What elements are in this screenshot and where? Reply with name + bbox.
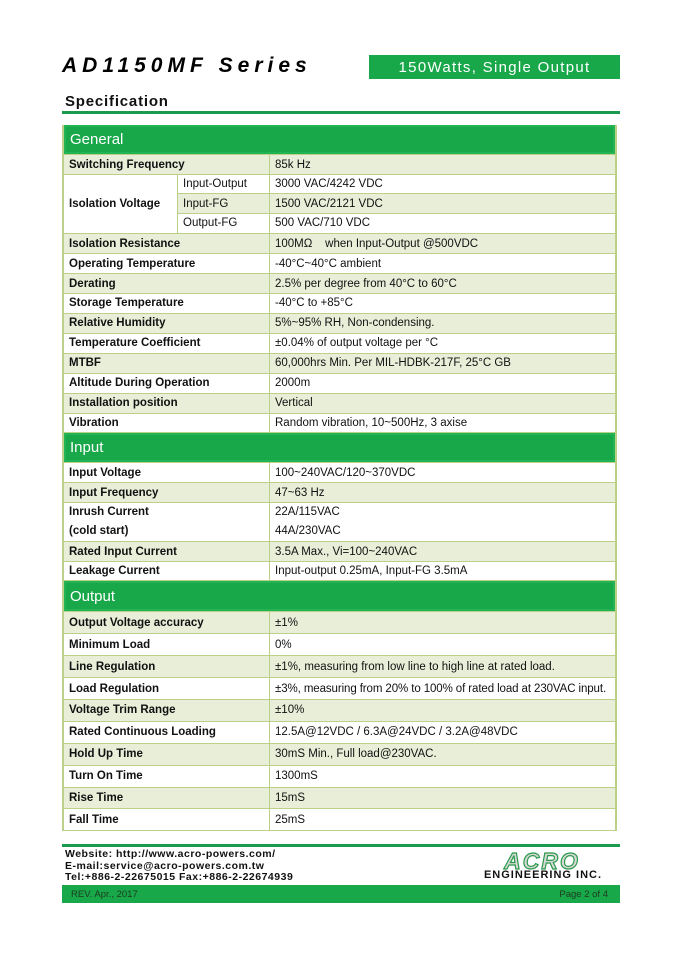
row-value: 60,000hrs Min. Per MIL-HDBK-217F, 25°C GB <box>275 357 511 369</box>
document-title: AD1150MF Series <box>62 54 312 77</box>
row-label: Rated Continuous Loading <box>64 722 270 743</box>
table-row <box>64 700 615 722</box>
table-row <box>64 612 615 634</box>
row-value: ±1%, measuring from low line to high line at rated load. <box>275 660 555 673</box>
row-label: Minimum Load <box>64 634 270 655</box>
row-label: Derating <box>64 274 270 293</box>
row-value: ±1% <box>275 616 298 629</box>
row-label: Input Frequency <box>64 483 270 502</box>
row-label-line2: (cold start) <box>69 525 129 537</box>
row-value: 100MΩ when Input-Output @500VDC <box>275 237 479 250</box>
row-value: Input-output 0.25mA, Input-FG 3.5mA <box>275 565 468 577</box>
table-subrow <box>178 175 615 194</box>
row-value: 100~240VAC/120~370VDC <box>275 466 416 479</box>
heading-divider <box>62 111 620 114</box>
footer-bar <box>62 885 620 903</box>
row-label: Line Regulation <box>64 656 270 677</box>
row-value: 85k Hz <box>275 158 311 171</box>
table-row <box>64 766 615 788</box>
row-value: 3.5A Max., Vi=100~240VAC <box>275 545 418 558</box>
row-label-line1: Inrush Current <box>69 505 149 518</box>
table-row <box>64 722 615 744</box>
row-label: Fall Time <box>64 809 270 830</box>
table-row <box>64 155 615 175</box>
row-value: Random vibration, 10~500Hz, 3 axise <box>275 416 468 429</box>
row-value: 1500 VAC/2121 VDC <box>275 197 383 210</box>
row-value-line1: 22A/115VAC <box>275 505 340 518</box>
row-label: Switching Frequency <box>64 155 270 174</box>
table-row <box>64 354 615 374</box>
contact-info <box>65 849 293 884</box>
email-link[interactable]: E-mail:service@acro-powers.com.tw <box>65 859 265 872</box>
row-label: Storage Temperature <box>64 294 270 313</box>
table-row <box>64 274 615 294</box>
row-label: Load Regulation <box>64 678 270 699</box>
row-value: 30mS Min., Full load@230VAC. <box>275 748 437 760</box>
row-value: -40°C to +85°C <box>275 297 353 310</box>
website-link[interactable]: Website: http://www.acro-powers.com/ <box>65 848 276 860</box>
table-row <box>64 483 615 503</box>
table-subrow <box>178 214 615 233</box>
table-row <box>64 542 615 562</box>
logo-subtitle: ENGINEERING INC. <box>483 869 603 881</box>
row-value: 12.5A@12VDC / 6.3A@24VDC / 3.2A@48VDC <box>275 726 518 738</box>
table-row <box>64 788 615 810</box>
table-row <box>64 503 615 542</box>
row-value: 47~63 Hz <box>275 486 325 499</box>
table-row <box>64 562 615 581</box>
table-row <box>64 294 615 314</box>
table-row <box>64 394 615 414</box>
row-label: Isolation Voltage <box>64 175 178 233</box>
row-label: Leakage Current <box>64 562 270 580</box>
row-value: 2.5% per degree from 40°C to 60°C <box>275 277 457 290</box>
row-value: ±3%, measuring from 20% to 100% of rated load at 230VAC input. <box>275 682 607 695</box>
row-label: Turn On Time <box>64 766 270 787</box>
table-row <box>64 254 615 274</box>
row-label: Hold Up Time <box>64 744 270 765</box>
row-value: -40°C~40°C ambient <box>275 257 382 270</box>
row-label: Input Voltage <box>64 463 270 482</box>
table-row <box>64 463 615 483</box>
section-header-input: Input <box>64 433 615 463</box>
row-label: MTBF <box>64 354 270 373</box>
table-row <box>64 634 615 656</box>
title-badge: 150Watts, Single Output <box>369 55 620 79</box>
row-value: ±10% <box>275 704 305 717</box>
page-number: Page 2 of 4 <box>559 889 608 900</box>
revision-label: REV. Apr., 2017 <box>71 889 138 900</box>
table-row <box>64 414 615 434</box>
table-row <box>64 678 615 700</box>
row-value-line2: 44A/230VAC <box>275 525 341 537</box>
table-row <box>64 809 615 831</box>
row-value: Vertical <box>275 397 313 409</box>
row-value: 25mS <box>275 813 306 826</box>
table-row <box>64 744 615 766</box>
row-label: Temperature Coefficient <box>64 334 270 353</box>
isolation-voltage-group <box>64 175 615 234</box>
row-value: 5%~95% RH, Non-condensing. <box>275 317 435 329</box>
row-label: Operating Temperature <box>64 254 270 273</box>
row-value: 2000m <box>275 377 311 389</box>
row-label: Vibration <box>64 414 270 433</box>
row-value: 15mS <box>275 791 306 804</box>
table-row <box>64 314 615 334</box>
footer-divider <box>62 844 620 847</box>
row-label: Isolation Resistance <box>64 234 270 253</box>
table-row <box>64 234 615 254</box>
section-header-output: Output <box>64 581 615 612</box>
section-heading: Specification <box>65 93 169 110</box>
row-value <box>270 503 615 541</box>
section-header-general: General <box>64 125 615 155</box>
sub-label: Output-FG <box>178 214 270 233</box>
spec-table <box>62 125 617 831</box>
sub-label: Input-FG <box>178 194 270 212</box>
row-label <box>64 503 270 541</box>
table-subrow <box>178 194 615 213</box>
row-label: Voltage Trim Range <box>64 700 270 721</box>
svg-text:ACRO: ACRO <box>504 850 580 874</box>
row-value: 0% <box>275 638 292 651</box>
row-label: Relative Humidity <box>64 314 270 333</box>
row-value: ±0.04% of output voltage per °C <box>275 337 439 349</box>
row-value: 500 VAC/710 VDC <box>275 217 371 230</box>
phone-fax: Tel:+886-2-22675015 Fax:+886-2-22674939 <box>65 871 294 883</box>
table-row <box>64 656 615 678</box>
row-label: Altitude During Operation <box>64 374 270 393</box>
table-row <box>64 334 615 354</box>
row-label: Output Voltage accuracy <box>64 612 270 633</box>
row-label: Rise Time <box>64 788 270 809</box>
row-label: Installation position <box>64 394 270 413</box>
row-value: 1300mS <box>275 770 318 782</box>
row-label: Rated Input Current <box>64 542 270 561</box>
sub-label: Input-Output <box>178 175 270 193</box>
table-row <box>64 374 615 394</box>
row-value: 3000 VAC/4242 VDC <box>275 178 383 191</box>
